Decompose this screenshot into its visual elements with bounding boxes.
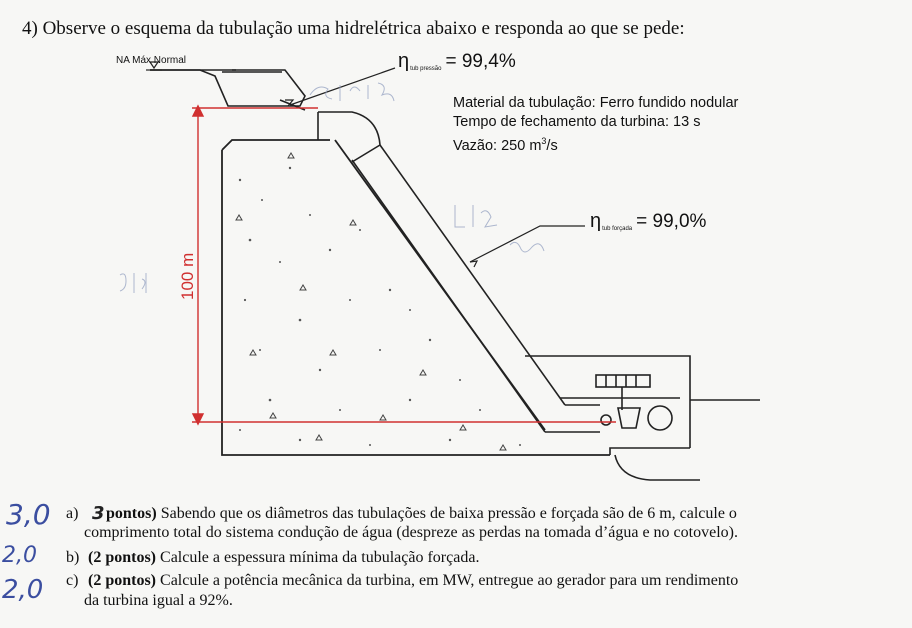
eta-low-pressure-label [398, 50, 516, 73]
eta-low-pressure-subscript: tub pressão [410, 66, 442, 72]
spec-closing-time: Tempo de fechamento da turbina: 13 s [453, 114, 701, 130]
item-c-letter: c) [66, 572, 79, 589]
item-b [66, 549, 479, 567]
grade-b-handwritten: 2,0 [2, 543, 37, 568]
item-b-points: (2 pontos) [88, 549, 157, 566]
dam-body [222, 140, 610, 455]
item-c-text-2: da turbina igual a 92%. [84, 592, 233, 609]
item-c-points: (2 pontos) [88, 572, 157, 589]
item-c-line-1 [66, 572, 738, 590]
concrete-triangles [236, 153, 506, 450]
item-a-text-2: comprimento total do sistema condução de água (despreze as perdas na tomada d’água e no cotovelo). [84, 524, 738, 541]
question-title: 4) Observe o esquema da tubulação uma hidrelétrica abaixo e responda ao que se pede: [22, 18, 685, 39]
item-a-letter: a) [66, 505, 79, 522]
spec-material: Material da tubulação: Ferro fundido nodular [453, 95, 739, 111]
water-level-label: NA Máx Normal [116, 55, 187, 66]
eta-forced-subscript: tub forçada [602, 226, 633, 232]
eta-symbol: η [398, 50, 410, 72]
specifications-block [453, 94, 738, 156]
item-a-line-1 [66, 505, 737, 523]
item-c-text-1: Calcule a potência mecânica da turbina, em MW, entregue ao gerador para um rendimento [160, 572, 739, 589]
item-a-points: pontos) [106, 505, 157, 522]
spec-flow: Vazão: 250 $m^3/s$ [453, 136, 558, 154]
item-a-text-1: Sabendo que os diâmetros das tubulações de baixa pressão e forçada são de 6 m, calcule o [160, 505, 737, 522]
penstock [352, 145, 600, 432]
item-b-text: Calcule a espessura mínima da tubulação forçada. [160, 549, 480, 566]
low-pressure-pipe [280, 100, 380, 162]
grade-a-handwritten: 3,0 [6, 498, 51, 531]
eta-forced-pipe-label [590, 210, 706, 233]
powerhouse [525, 356, 760, 480]
item-b-letter: b) [66, 549, 80, 566]
height-dimension-label: 100 m [178, 252, 197, 300]
eta-symbol: η [590, 210, 602, 232]
grade-c-handwritten: 2,0 [2, 575, 44, 605]
item-a-handwritten-points: 3 [92, 503, 105, 524]
eta-forced-value: = 99,0% [636, 211, 707, 232]
eta-low-pressure-value: = 99,4% [445, 51, 516, 72]
concrete-texture [239, 167, 521, 446]
